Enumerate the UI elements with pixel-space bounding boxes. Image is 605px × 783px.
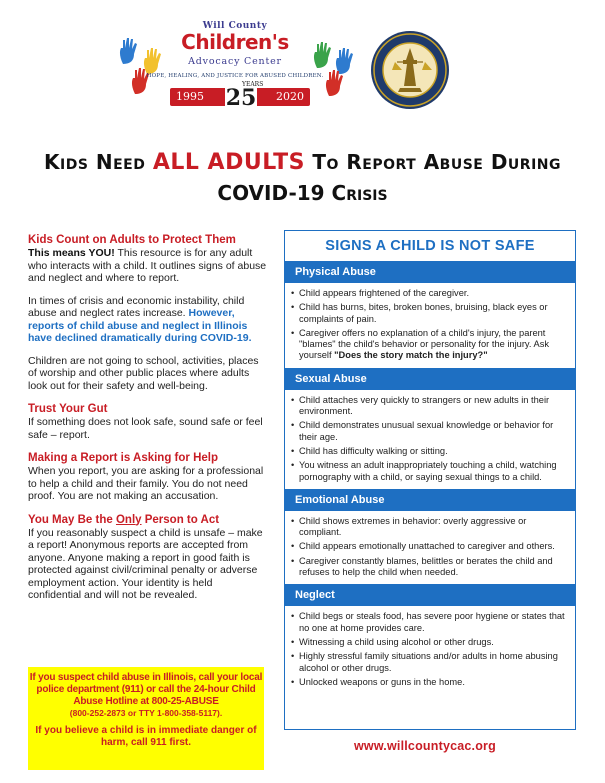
handprint-icon bbox=[129, 66, 153, 96]
year-start: 1995 bbox=[176, 90, 204, 103]
list-item: • Child demonstrates unusual sexual knowledge or behavior for their age. bbox=[291, 420, 567, 443]
physical-list bbox=[285, 283, 575, 368]
headline-post: To Report Abuse During bbox=[304, 150, 561, 174]
states-attorney-seal-icon bbox=[370, 30, 450, 110]
section-title-gut: Trust Your Gut bbox=[28, 403, 108, 415]
headline-line-2: COVID-19 Crisis bbox=[217, 181, 388, 205]
anniversary-years-label: YEARS bbox=[242, 81, 264, 88]
logo-tagline: HOPE, HEALING, AND JUSTICE FOR ABUSED CHILDREN. bbox=[146, 73, 324, 79]
logo-org-sub: Advocacy Center bbox=[188, 56, 282, 67]
list-item: • Child shows extremes in behavior: overly aggressive or compliant. bbox=[291, 516, 567, 539]
panel-title: SIGNS A CHILD IS NOT SAFE bbox=[325, 238, 535, 254]
list-item: • Child appears emotionally unattached to caregiver and others. bbox=[291, 541, 567, 552]
list-item: • You witness an adult inappropriately touching a child, watching pornography with a child, or saying sexual things to a child. bbox=[291, 460, 567, 483]
neglect-list bbox=[285, 606, 575, 694]
sexual-list bbox=[285, 390, 575, 489]
signs-panel bbox=[284, 230, 576, 730]
handprint-icon bbox=[117, 36, 141, 66]
list-item: • Child has burns, bites, broken bones, bruising, black eyes or complaints of pain. bbox=[291, 302, 567, 325]
year-end: 2020 bbox=[276, 90, 304, 103]
section-body-help: When you report, you are asking for a professional to help a child and their family. You do not need proof. You are not making an accusation. bbox=[28, 465, 264, 502]
crisis-emphasis: However, reports of child abuse and neglect in Illinois have declined dramatically during COVID-19. bbox=[28, 307, 252, 344]
list-item: • Child attaches very quickly to strangers or new adults in their environment. bbox=[291, 395, 567, 418]
lead-text: This means YOU! bbox=[28, 247, 115, 259]
logo-org-top: Will County bbox=[202, 21, 268, 31]
section-body-crisis bbox=[28, 295, 268, 345]
list-item: • Child has difficulty walking or sitting. bbox=[291, 446, 567, 457]
headline bbox=[0, 150, 605, 205]
section-title-only bbox=[28, 513, 268, 527]
hotline-text: If you suspect child abuse in Illinois, call your local police department (911) or call the 24-hour Child Abuse Hotline at 800-25-ABUSE bbox=[29, 672, 263, 707]
section-title-protect: Kids Count on Adults to Protect Them bbox=[28, 234, 236, 246]
anniversary-number: 25 bbox=[225, 85, 257, 111]
category-sexual: Sexual Abuse bbox=[285, 368, 575, 390]
emotional-list bbox=[285, 511, 575, 584]
section-title-help: Making a Report is Asking for Help bbox=[28, 452, 218, 464]
cac-logo bbox=[115, 18, 355, 118]
list-item: • Child appears frightened of the caregiver. bbox=[291, 288, 567, 299]
list-item bbox=[291, 328, 567, 362]
category-neglect: Neglect bbox=[285, 584, 575, 606]
section-body-only: If you reasonably suspect a child is unsafe – make a report! Anonymous reports are accepted from anyone. Anyone making a report in good faith is protected against civil/criminal penalty or adverse employment action. Your identity is held confidential and will not be revealed. bbox=[28, 526, 263, 601]
section-body-protect bbox=[28, 247, 268, 285]
only-pre: You May Be the bbox=[28, 513, 116, 526]
hotline-callout bbox=[28, 667, 264, 770]
left-column bbox=[28, 233, 268, 612]
emergency-text: If you believe a child is in immediate danger of harm, call 911 first. bbox=[35, 725, 257, 748]
only-post: Person to Act bbox=[141, 513, 220, 526]
headline-pre: Kids Need bbox=[44, 150, 153, 174]
headline-line-1 bbox=[0, 150, 605, 175]
website-link[interactable]: www.willcountycac.org bbox=[354, 739, 496, 753]
list-item-text: Caregiver offers no explanation of a child's injury, the parent "blames" the child's behavior or personality for the injury. Ask yourself bbox=[299, 327, 550, 361]
only-underlined: Only bbox=[115, 513, 142, 526]
list-item: • Witnessing a child using alcohol or other drugs. bbox=[291, 637, 567, 648]
list-item: • Unlocked weapons or guns in the home. bbox=[291, 677, 567, 688]
logo-org-main: Children's bbox=[181, 30, 289, 54]
list-item: • Child begs or steals food, has severe poor hygiene or states that no one at home provides care. bbox=[291, 611, 567, 634]
list-item: • Caregiver constantly blames, belittles or berates the child and refuses to help the child when needed. bbox=[291, 556, 567, 579]
list-item: • Highly stressful family situations and/or adults in home abusing alcohol or other drugs. bbox=[291, 651, 567, 674]
list-item-question: "Does the story match the injury?" bbox=[334, 350, 488, 361]
hotline-numbers: (800-252-2873 or TTY 1-800-358-5117). bbox=[69, 708, 223, 718]
section-body-text: This resource is for any adult who interacts with a child. It outlines signs of abuse and neglect and where to report. bbox=[28, 247, 267, 284]
category-physical: Physical Abuse bbox=[285, 261, 575, 283]
crisis-text: In times of crisis and economic instability, child abuse and neglect rates increase. bbox=[28, 294, 245, 319]
category-emotional: Emotional Abuse bbox=[285, 489, 575, 511]
section-body-children: Children are not going to school, activities, places of worship and other public places where adults look out for their safety and well-being. bbox=[28, 354, 259, 392]
section-body-gut: If something does not look safe, sound safe or feel safe – report. bbox=[28, 416, 263, 441]
headline-accent: ALL ADULTS bbox=[152, 150, 305, 175]
